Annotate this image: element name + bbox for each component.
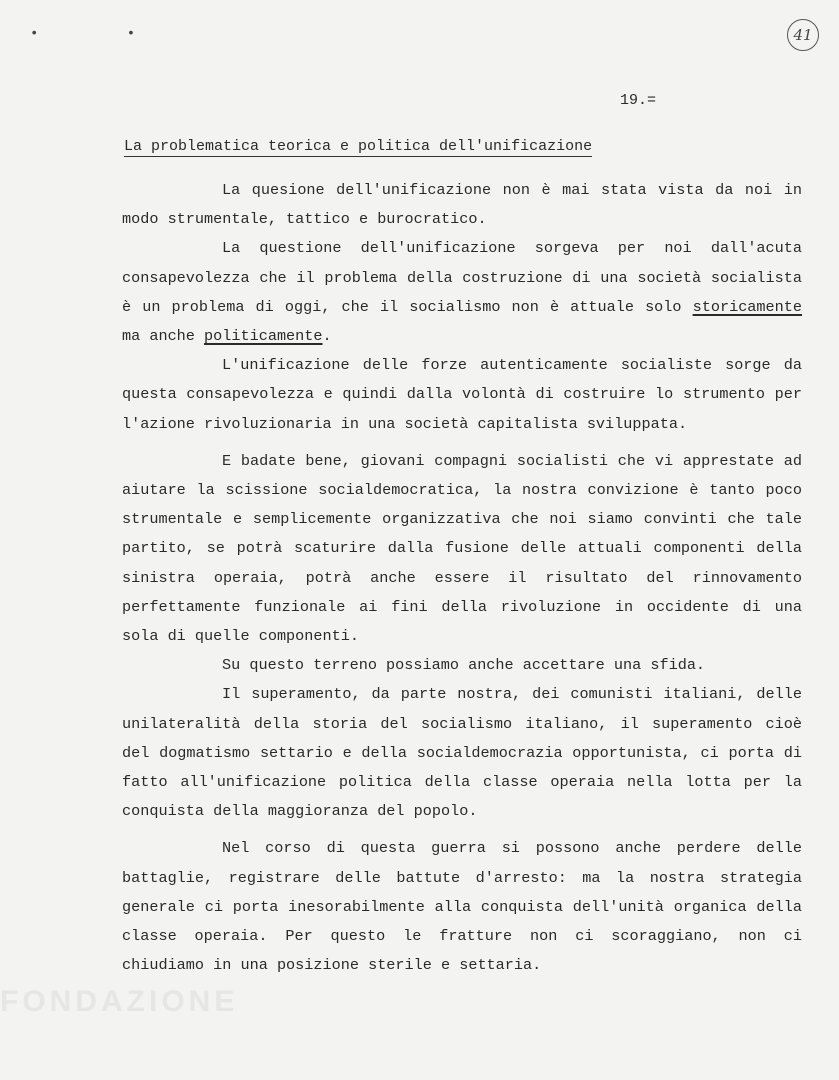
underlined-politicamente: politicamente [204, 327, 323, 346]
paragraph-6: Il superamento, da parte nostra, dei comunisti italiani, delle unilateralità della storia del socialismo italiano, il superamento cioè del dogmatismo settario e della socialdemocrazia opportunista, ci porta di fatto all'unificazione politica della classe operaia nella lotta per la conquista della maggioranza del popolo. [122, 685, 802, 821]
paragraph-1: La quesione dell'unificazione non è mai stata vista da noi in modo strumentale, tattico e burocratico. [122, 181, 802, 229]
underlined-storicamente: storicamente [692, 297, 802, 316]
paragraph-5: Su questo terreno possiamo anche accettare una sfida. [222, 656, 706, 675]
page-number: 19.= [620, 92, 657, 109]
section-heading: La problematica teorica e politica dell'unificazione [124, 138, 593, 155]
margin-marks: • • [30, 26, 176, 42]
archive-watermark: FONDAZIONE [0, 985, 239, 1018]
paragraph-4: E badate bene, giovani compagni socialisti che vi apprestate ad aiutare la scissione socialdemocratica, la nostra convizione è tanto poco strumentale e semplicemente organizzativa che noi siamo convinti che tale partito, se potrà scaturire dalla fusione delle attuali componenti della sinistra operaia, potrà anche essere il risultato del rinnovamento perfettamente funzionale ai fini della rivoluzione in occidente di una sola di quelle componenti. [122, 451, 802, 646]
paragraph-3: L'unificazione delle forze autenticamente socialiste sorge da questa consapevolezza e quindi dalla volontà di costruire lo strumento per l'azione rivoluzionaria in una società capitalista sviluppata. [122, 356, 802, 433]
paragraph-2 [122, 234, 802, 351]
archive-number-stamp: 41 [787, 19, 819, 51]
paragraph-2-mid: ma anche [122, 327, 205, 346]
paragraph-2-end: . [322, 327, 332, 346]
paragraph-7: Nel corso di questa guerra si possono anche perdere delle battaglie, registrare delle battute d'arresto: ma la nostra strategia generale ci porta inesorabilmente alla conquista dell'unità organica della classe operaia. Per questo le fratture non ci scoraggiano, non ci chiudiamo in una posizione sterile e settaria. [122, 839, 802, 975]
paragraph-2-start: La questione dell'unificazione sorgeva per noi dall'acuta consapevolezza che il problema della costruzione di una società socialista è un problema di oggi, che il socialismo non è attuale solo [122, 239, 802, 316]
body-text [122, 176, 802, 980]
